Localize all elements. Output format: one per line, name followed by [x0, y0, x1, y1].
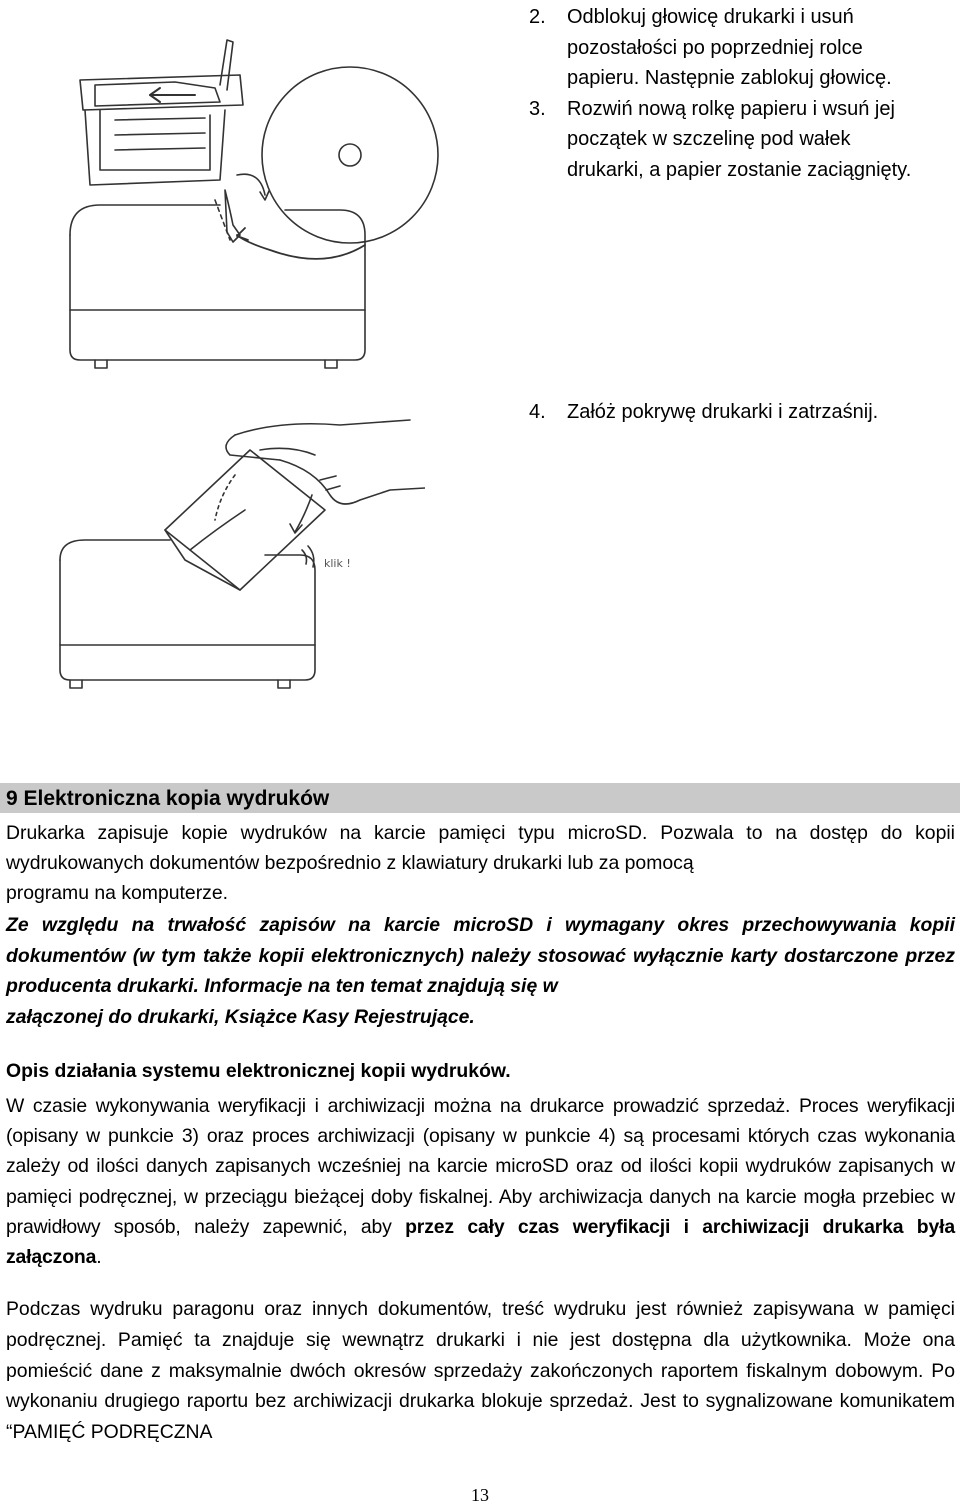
step-number: 4.	[529, 401, 546, 423]
instruction-step-4	[529, 397, 949, 428]
step-3	[529, 94, 929, 186]
step-2	[529, 2, 929, 94]
printer-paper-roll-illustration	[55, 10, 450, 380]
step-number: 2.	[529, 6, 546, 28]
step-text: Załóż pokrywę drukarki i zatrzaśnij.	[567, 401, 879, 423]
paragraph-verification	[6, 1091, 955, 1272]
step-text: Odblokuj głowicę drukarki i usuń pozostałości po poprzedniej rolce papieru. Następnie zablokuj głowicę.	[567, 6, 892, 89]
paragraph-microsd-warning	[6, 910, 955, 1032]
page-number: 13	[471, 1485, 489, 1505]
paragraph-intro-last-line: programu na komputerze.	[6, 882, 229, 904]
section-title: 9 Elektroniczna kopia wydruków	[6, 787, 330, 810]
subheading: Opis działania systemu elektronicznej kopii wydruków.	[6, 1060, 511, 1082]
closing-cover-illustration	[40, 400, 425, 700]
paragraph-intro-body: Drukarka zapisuje kopie wydruków na karcie pamięci typu microSD. Pozwala to na dostęp do kopii wydrukowanych dokumentów bezpośrednio z klawiatury drukarki lub za pomocą	[6, 822, 955, 874]
paragraph-warning-last-line: załączonej do drukarki, Książce Kasy Rejestrujące.	[6, 1005, 475, 1028]
paragraph-verification-bold: przez cały czas weryfikacji i archiwizacji drukarka była załączona	[6, 1215, 955, 1269]
click-label: klik !	[324, 557, 351, 570]
paragraph-intro	[6, 818, 955, 908]
paragraph-cache-memory: Podczas wydruku paragonu oraz innych dokumentów, treść wydruku jest również zapisywana w pamięci podręcznej. Pamięć ta znajduje się wewnątrz drukarki i nie jest dostępna dla użytkownika. Może ona pomieścić dane z maksymalnie dwóch okresów sprzedaży zakończonych raportem fiskalnym dobowym. Po wykonaniu drugiego raportu bez archiwizacji drukarka blokuje sprzedaż. Jest to sygnalizowane komunikatem “PAMIĘĆ PODRĘCZNA	[6, 1298, 955, 1444]
paragraph-verification-text: W czasie wykonywania weryfikacji i archiwizacji można na drukarce prowadzić sprzedaż. Proces weryfikacji (opisany w punkcie 3) oraz proces archiwizacji (opisany w punkcie 4) są procesami których czas wykonania zależy od ilości danych zapisanych wcześniej na karcie microSD oraz od ilości kopii wydruków zapisanych w pamięci podręcznej, w przeciągu bieżącej doby fiskalnej. Aby archiwizacja danych na karcie mogła przebiec w prawidłowy sposób, należy zapewnić, aby	[6, 1095, 955, 1238]
paragraph-verification-end: .	[96, 1246, 102, 1269]
paragraph-warning-body: Ze względu na trwałość zapisów na karcie microSD i wymagany okres przechowywania kopii dokumentów (w tym także kopii elektronicznych) należy stosować wyłącznie karty dostarczone przez producenta drukarki. Informacje na ten temat znajdują się w	[6, 914, 955, 997]
instruction-steps-2-3	[529, 2, 929, 185]
step-text: Rozwiń nową rolkę papieru i wsuń jej początek w szczelinę pod wałek drukarki, a papier zostanie zaciągnięty.	[567, 97, 912, 181]
step-4	[529, 397, 949, 428]
step-number: 3.	[529, 97, 546, 120]
section-header-bar	[0, 783, 960, 813]
